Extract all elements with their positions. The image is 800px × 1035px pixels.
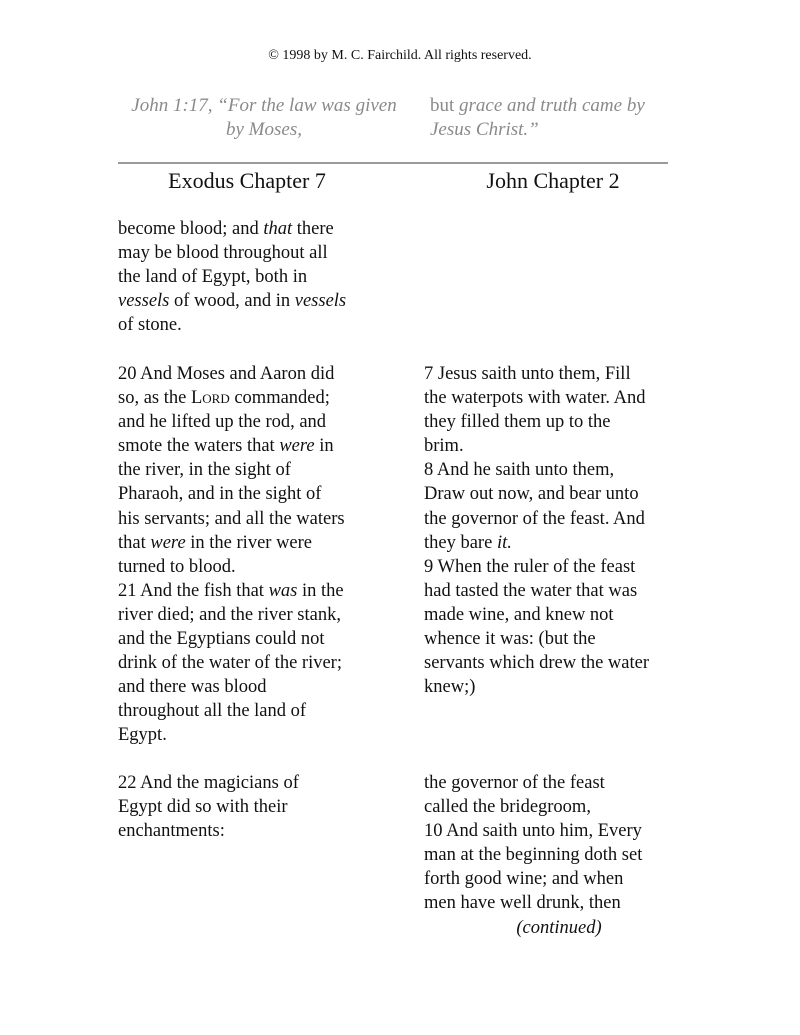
continued-label: (continued) bbox=[516, 917, 602, 938]
text-line: knew;) bbox=[424, 677, 476, 698]
text: that bbox=[118, 532, 151, 553]
text-line: brim. bbox=[424, 436, 464, 457]
text-italic: were bbox=[150, 532, 186, 553]
epigraph-right bbox=[430, 94, 690, 142]
text-line: forth good wine; and when bbox=[424, 869, 624, 890]
text: in the bbox=[297, 580, 344, 601]
text-line: they filled them up to the bbox=[424, 412, 611, 433]
text: there bbox=[292, 219, 334, 239]
text-line: and there was blood bbox=[118, 677, 267, 698]
text-line: of stone. bbox=[118, 315, 182, 336]
text-italic: that bbox=[263, 219, 293, 239]
header-divider bbox=[118, 162, 668, 164]
text: they bare bbox=[424, 532, 497, 553]
john-verse-10 bbox=[424, 771, 694, 940]
text-line: the governor of the feast. And bbox=[424, 508, 645, 529]
text-line: and he lifted up the rod, and bbox=[118, 412, 327, 433]
exodus-verse-20-21 bbox=[118, 362, 388, 748]
text-line: had tasted the water that was bbox=[424, 580, 638, 601]
text-line: made wine, and knew not bbox=[424, 604, 614, 625]
epigraph-left-line2: by Moses, bbox=[226, 119, 302, 140]
verse-8-line: 8 And he saith unto them, bbox=[424, 460, 615, 481]
epigraph-right-plain: but bbox=[430, 95, 460, 116]
verse-10-line: 10 And saith unto him, Every bbox=[424, 821, 642, 842]
john-verses-7-9 bbox=[424, 362, 694, 699]
copyright-notice: © 1998 by M. C. Fairchild. All rights reserved. bbox=[268, 48, 532, 63]
epigraph-left-line1: John 1:17, “For the law was given bbox=[131, 95, 397, 116]
text-line: man at the beginning doth set bbox=[424, 845, 643, 866]
text-line: servants which drew the water bbox=[424, 653, 649, 674]
text-italic: vessels bbox=[294, 291, 347, 312]
text-line: the river, in the sight of bbox=[118, 460, 291, 481]
exodus-chapter-title: Exodus Chapter 7 bbox=[168, 168, 326, 193]
text-line: his servants; and all the waters bbox=[118, 508, 345, 529]
john-chapter-title: John Chapter 2 bbox=[486, 168, 620, 193]
text-line: the land of Egypt, both in bbox=[118, 267, 308, 288]
epigraph-right-line2: Jesus Christ.” bbox=[430, 119, 539, 140]
exodus-block-1 bbox=[118, 217, 388, 337]
text-line: Draw out now, and bear unto bbox=[424, 484, 639, 505]
text: smote the waters that bbox=[118, 436, 280, 457]
text-line: drink of the water of the river; bbox=[118, 653, 342, 674]
text-italic: it. bbox=[496, 532, 512, 553]
text-line: called the bridegroom, bbox=[424, 797, 591, 818]
verse-9-line: 9 When the ruler of the feast bbox=[424, 556, 636, 577]
lord-smallcaps: Lord bbox=[190, 388, 230, 409]
text-line: men have well drunk, then bbox=[424, 893, 621, 914]
text: commanded; bbox=[229, 388, 330, 409]
text: of wood, and in bbox=[169, 291, 295, 312]
text-line: may be blood throughout all bbox=[118, 243, 328, 264]
text-line: throughout all the land of bbox=[118, 701, 307, 722]
text: in the river were bbox=[185, 532, 313, 553]
text-italic: vessels bbox=[118, 291, 170, 312]
text: become blood; and bbox=[118, 219, 264, 239]
text: in bbox=[314, 436, 334, 457]
text-line: turned to blood. bbox=[118, 556, 236, 577]
verse-7-line: 7 Jesus saith unto them, Fill bbox=[424, 364, 631, 384]
text-line: enchantments: bbox=[118, 821, 225, 842]
text-line: the waterpots with water. And bbox=[424, 388, 646, 409]
verse-22-line: 22 And the magicians of bbox=[118, 773, 299, 793]
text-italic: were bbox=[279, 436, 315, 457]
verse-21-text: 21 And the fish that bbox=[118, 580, 269, 601]
epigraph-left bbox=[114, 94, 414, 142]
text: so, as the bbox=[118, 388, 191, 409]
epigraph-right-italic: grace and truth came by bbox=[459, 95, 645, 116]
text-line: and the Egyptians could not bbox=[118, 629, 325, 650]
text-line: Pharaoh, and in the sight of bbox=[118, 484, 322, 505]
text-line: Egypt. bbox=[118, 725, 167, 746]
text-line: Egypt did so with their bbox=[118, 797, 288, 818]
text-line: whence it was: (but the bbox=[424, 629, 596, 650]
text-line: the governor of the feast bbox=[424, 773, 605, 793]
text-italic: was bbox=[268, 580, 298, 601]
text-line: river died; and the river stank, bbox=[118, 604, 341, 625]
exodus-verse-22 bbox=[118, 771, 388, 843]
verse-20-line: 20 And Moses and Aaron did bbox=[118, 364, 335, 384]
